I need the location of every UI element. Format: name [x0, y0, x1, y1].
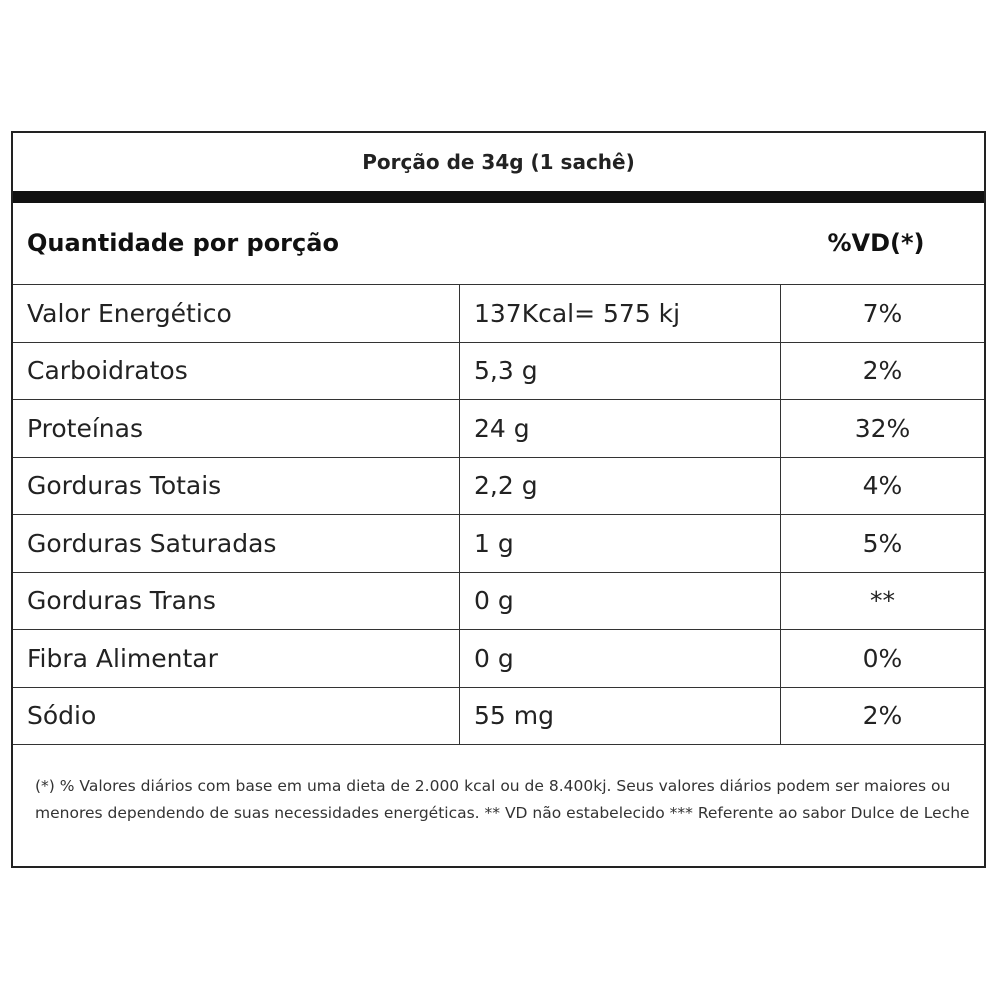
- daily-value-heading: %VD(*): [827, 229, 925, 257]
- nutrient-name: Fibra Alimentar: [13, 630, 460, 688]
- table-row: [13, 342, 984, 400]
- table-row: [13, 572, 984, 630]
- nutrient-daily-value: 2%: [781, 342, 985, 400]
- table-row: [13, 285, 984, 342]
- nutrient-rows: [13, 285, 984, 745]
- nutrient-name: Gorduras Saturadas: [13, 515, 460, 573]
- nutrient-name: Gorduras Trans: [13, 572, 460, 630]
- nutrient-name: Proteínas: [13, 400, 460, 458]
- nutrition-facts-table: [11, 131, 986, 868]
- nutrient-daily-value: 2%: [781, 687, 985, 745]
- nutrient-daily-value: 0%: [781, 630, 985, 688]
- nutrient-amount: 2,2 g: [460, 457, 781, 515]
- serving-size: Porção de 34g (1 sachê): [362, 150, 635, 174]
- table-header: [13, 203, 984, 285]
- nutrient-daily-value: 4%: [781, 457, 985, 515]
- nutrient-amount: 0 g: [460, 572, 781, 630]
- thick-divider: [13, 191, 984, 203]
- nutrient-amount: 24 g: [460, 400, 781, 458]
- table-row: [13, 457, 984, 515]
- nutrient-amount: 0 g: [460, 630, 781, 688]
- nutrient-daily-value: 32%: [781, 400, 985, 458]
- nutrient-name: Gorduras Totais: [13, 457, 460, 515]
- table-row: [13, 630, 984, 688]
- table-row: [13, 515, 984, 573]
- nutrient-name: Valor Energético: [13, 285, 460, 342]
- nutrient-name: Carboidratos: [13, 342, 460, 400]
- nutrient-daily-value: 7%: [781, 285, 985, 342]
- nutrient-amount: 1 g: [460, 515, 781, 573]
- footnote: (*) % Valores diários com base em uma dieta de 2.000 kcal ou de 8.400kj. Seus valores diários podem ser maiores ou menores dependendo de suas necessidades energéticas. ** VD não estabelecido *** Referente ao sabor Dulce de Leche: [35, 777, 970, 822]
- nutrient-name: Sódio: [13, 687, 460, 745]
- nutrient-amount: 137Kcal= 575 kj: [460, 285, 781, 342]
- table-row: [13, 400, 984, 458]
- quantity-per-serving-heading: Quantidade por porção: [27, 229, 339, 257]
- table-row: [13, 687, 984, 745]
- nutrient-amount: 55 mg: [460, 687, 781, 745]
- nutrient-daily-value: **: [781, 572, 985, 630]
- nutrient-amount: 5,3 g: [460, 342, 781, 400]
- nutrient-daily-value: 5%: [781, 515, 985, 573]
